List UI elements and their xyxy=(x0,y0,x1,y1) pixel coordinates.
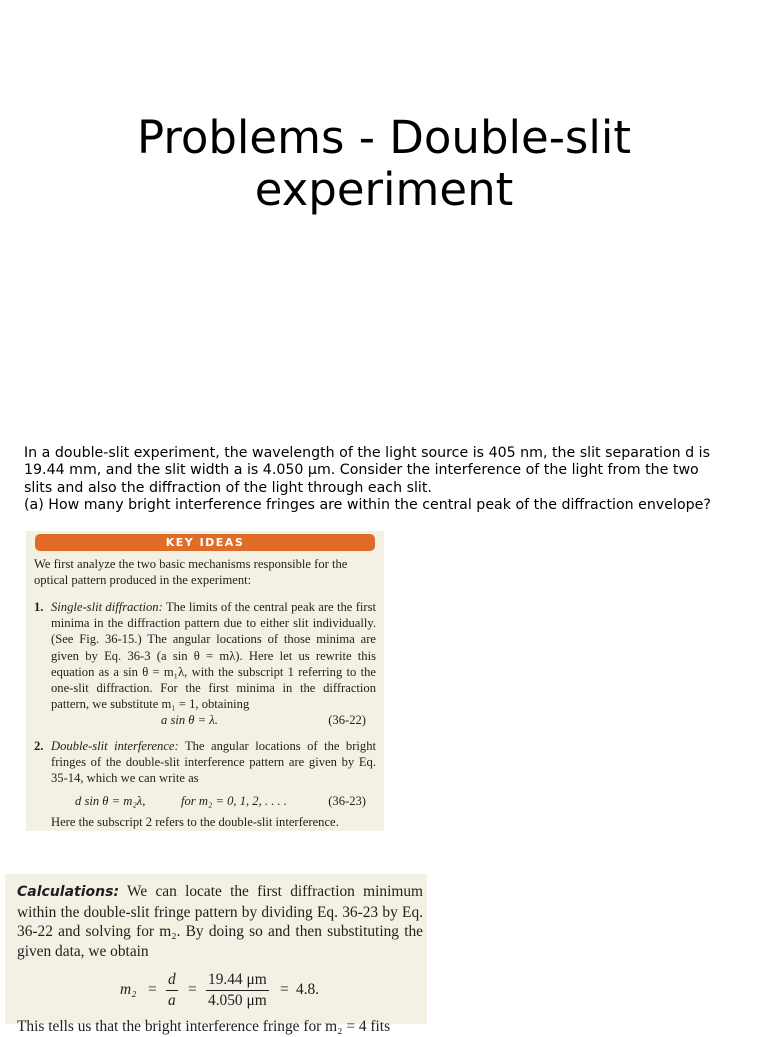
fraction-denominator: a xyxy=(168,991,176,1009)
calculations-text: We can locate the first diffraction minimum within the double-slit fringe pattern by dividing Eq. 36-23 by Eq. 36-22 and solving for m₂. By doing so and then substituting the given data, we obtain xyxy=(17,883,423,960)
title-line-1: Problems - Double-slit xyxy=(136,111,632,164)
key-ideas-header: KEY IDEAS xyxy=(35,534,375,551)
key-idea-single-slit xyxy=(34,599,376,728)
equation-lhs: m₂ xyxy=(120,981,137,998)
key-idea-body xyxy=(51,738,376,787)
equation-condition: for m₂ = 0, 1, 2, . . . . xyxy=(181,793,287,808)
key-idea-number: 2. xyxy=(34,739,44,753)
calculations-label: Calculations: xyxy=(17,884,120,900)
problem-statement xyxy=(24,445,724,515)
key-idea-number: 1. xyxy=(34,600,44,614)
key-ideas-box xyxy=(26,531,384,831)
equation-row xyxy=(51,793,376,809)
equals-sign: = xyxy=(188,981,197,998)
equals-sign: = xyxy=(280,981,289,998)
title-line-2: experiment xyxy=(254,163,514,216)
key-idea-text: The limits of the central peak are the first minima in the diffraction pattern due to either slit individually. (See Fig. 36-15.) The angular locations of those minima are given by Eq. 36-3 (a sin θ = mλ). Here let us rewrite this equation as a sin θ = m₁λ, with the subscript 1 referring to the one-slit diffraction. For the first minima in the diffraction pattern, we substitute m₁ = 1, obtaining xyxy=(51,600,376,712)
key-ideas-footer: Here the subscript 2 refers to the double-slit interference. xyxy=(51,815,339,829)
key-idea-double-slit xyxy=(34,738,376,809)
fraction-denominator: 4.050 μm xyxy=(208,991,267,1009)
problem-question: (a) How many bright interference fringes are within the central peak of the diffraction envelope? xyxy=(24,497,711,514)
fraction-numerator: d xyxy=(166,970,178,991)
equation-number: (36-23) xyxy=(328,793,366,808)
key-ideas-intro: We first analyze the two basic mechanisms responsible for the optical pattern produced in the experiment: xyxy=(34,557,348,588)
equals-sign: = xyxy=(148,981,157,998)
equation: a sin θ = λ. xyxy=(161,713,218,728)
key-idea-text: The angular locations of the bright fringes of the double-slit interference pattern are given by Eq. 35-14, which we can write as xyxy=(51,739,376,786)
key-idea-term: Double-slit interference: xyxy=(51,739,179,753)
fraction-d-over-a xyxy=(166,970,178,1010)
equation-result: 4.8. xyxy=(296,981,320,998)
key-idea-body xyxy=(51,599,376,712)
equation: d sin θ = m₂λ, xyxy=(75,793,146,808)
cut-off-text: This tells us that the bright interference fringe for m₂ = 4 fits xyxy=(17,1018,391,1035)
key-idea-term: Single-slit diffraction: xyxy=(51,600,163,614)
calculations-cut-off-line xyxy=(17,1017,423,1035)
fraction-numerator: 19.44 μm xyxy=(206,970,269,991)
equation-row xyxy=(51,712,376,728)
equation-number: (36-22) xyxy=(328,713,366,728)
fraction-values xyxy=(206,970,269,1010)
calculations-text-block xyxy=(17,882,423,961)
problem-paragraph: In a double-slit experiment, the wavelength of the light source is 405 nm, the slit separation d is 19.44 mm, and the slit width a is 4.050 μm. Consider the interference of the light from the two slits and also the diffraction of the light through each slit. xyxy=(24,445,711,496)
slide-title xyxy=(0,112,768,216)
calculations-box xyxy=(5,874,427,1035)
